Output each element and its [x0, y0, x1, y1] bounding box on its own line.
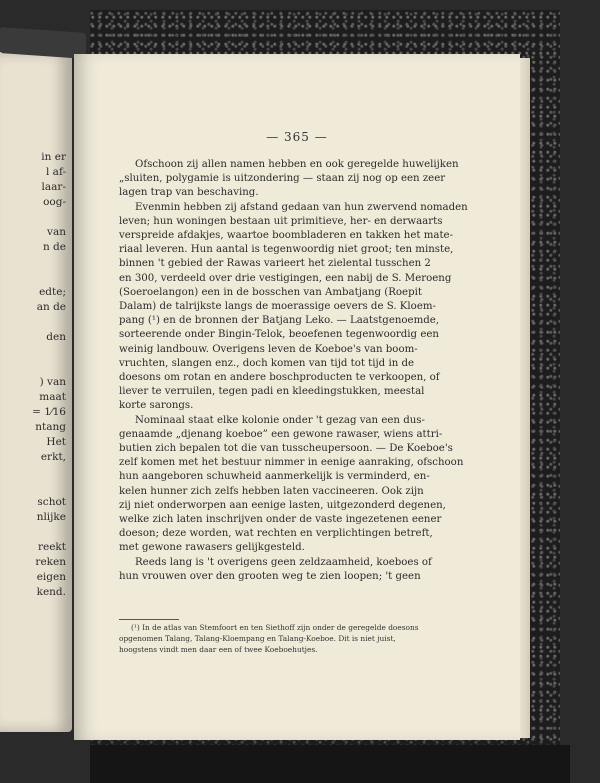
text-line: butien zich bepalen tot die van tusscheupersoon. — De Koeboe's: [119, 443, 453, 455]
text-line: riaal leveren. Hun aantal is tegenwoordig niet groot; ten minste,: [119, 244, 454, 256]
left-page-line: ntang: [35, 421, 66, 433]
left-page-line: van: [47, 226, 66, 238]
footnote-line: (¹) In de atlas van Stemfoort en ten Siethoff zijn onder de geregelde doesons: [131, 623, 419, 632]
left-page-text: [32, 150, 66, 600]
left-page-line: Het: [46, 436, 66, 448]
left-page-line: den: [46, 331, 66, 343]
left-page-line: an de: [36, 301, 66, 313]
text-line: zij niet onderworpen aan eenige lasten, uitgezonderd degenen,: [119, 499, 446, 511]
left-page: [0, 52, 72, 732]
left-page-line: in er: [41, 151, 66, 163]
left-page-line: [32, 315, 66, 330]
text-line: Reeds lang is 't overigens geen zeldzaamheid, koeboes of: [135, 556, 432, 568]
text-line: korte sarongs.: [119, 400, 194, 412]
left-page-line: [32, 345, 66, 360]
left-page-line: ) van: [39, 376, 66, 388]
text-line: sorteerende onder Bingin-Telok, beoefenen tegenwoordig een: [119, 329, 439, 341]
text-line: vruchten, slangen enz., doch komen van tijd tot tijd in de: [119, 357, 415, 369]
text-line: hun vrouwen over den grooten weg te zien loopen; 't geen: [119, 570, 421, 582]
left-page-line: laar-: [41, 181, 66, 193]
footnote-line: hoogstens vindt men daar een of twee Koeboehutjes.: [119, 645, 318, 654]
text-line: weinig landbouw. Overigens leven de Koeboe's van boom-: [119, 343, 418, 355]
left-page-line: reken: [35, 556, 66, 568]
text-line: liever te verruilen, tegen padi en kleedingstukken, meestal: [119, 386, 425, 398]
text-line: met gewone rawasers gelijkgesteld.: [119, 542, 305, 554]
text-line: „sluiten, polygamie is uitzondering — staan zij nog op een zeer: [119, 173, 446, 185]
text-line: leven; hun woningen bestaan uit primitieve, her- en derwaarts: [119, 215, 443, 227]
text-line: (Soeroelangon) een in de bosschen van Ambatjang (Roepit: [119, 286, 422, 298]
text-line: genaamde „djenang koeboe” een gewone rawaser, wiens attri-: [119, 428, 443, 440]
left-page-line: [32, 480, 66, 495]
left-page-line: [32, 210, 66, 225]
left-page-line: [32, 465, 66, 480]
left-page-line: edte;: [39, 286, 66, 298]
left-page-line: [32, 360, 66, 375]
text-line: welke zich laten inschrijven onder de vaste ingezetenen eener: [119, 514, 442, 526]
text-line: pang (¹) en de bronnen der Batjang Leko. — Laatstgenoemde,: [119, 315, 440, 327]
body-text: [119, 158, 468, 584]
text-line: doesons om rotan en andere boschproducten te verkoopen, of: [119, 372, 440, 384]
footnote: [119, 622, 464, 655]
text-line: lagen trap van beschaving.: [119, 187, 259, 199]
footnote-line: opgenomen Talang, Talang-Kloempang en Talang-Koeboe. Dit is niet juist,: [119, 634, 396, 643]
text-line: Ofschoon zij allen namen hebben en ook geregelde huwelijken: [135, 159, 459, 170]
left-page-line: schot: [37, 496, 66, 508]
left-page-line: kend.: [36, 586, 66, 598]
text-line: kelen hunner zich zelfs hebben laten vaccineeren. Ook zijn: [119, 485, 424, 497]
left-page-line: [32, 525, 66, 540]
text-line: Dalam) de talrijkste langs de moerassige oevers de S. Kloem-: [119, 301, 436, 313]
left-page-line: maat: [39, 391, 66, 403]
text-line: Evenmin hebben zij afstand gedaan van hun zwervend nomaden: [135, 201, 468, 213]
right-page: [74, 54, 520, 740]
text-line: zelf komen met het bestuur nimmer in eenige aanraking, ofschoon: [119, 457, 464, 469]
text-line: Nominaal staat elke kolonie onder 't gezag van een dus-: [135, 414, 425, 426]
left-page-line: oog-: [43, 196, 66, 208]
left-page-line: [32, 255, 66, 270]
left-page-line: reekt: [37, 541, 66, 553]
text-line: binnen 't gebied der Rawas varieert het zielental tusschen 2: [119, 258, 431, 270]
footnote-rule: [119, 619, 179, 620]
text-line: doeson; deze worden, wat rechten en verplichtingen betreft,: [119, 528, 433, 540]
text-line: verspreide afdakjes, waartoe boombladeren en takken het mate-: [119, 230, 454, 242]
text-line: en 300, verdeeld over drie vestigingen, een nabij de S. Meroeng: [119, 272, 452, 284]
left-page-line: = 1⁄16: [32, 406, 66, 418]
left-page-line: erkt,: [40, 451, 66, 463]
page-number: — 365 —: [266, 130, 328, 144]
text-line: hun aangeboren schuwheid aanmerkelijk is verminderd, en-: [119, 471, 430, 483]
left-page-line: nlijke: [36, 511, 66, 523]
book-cover-bottom: [90, 745, 570, 783]
left-page-line: eigen: [36, 571, 66, 583]
left-page-line: [32, 270, 66, 285]
left-page-line: n de: [42, 241, 66, 253]
left-page-line: l af-: [45, 166, 66, 178]
